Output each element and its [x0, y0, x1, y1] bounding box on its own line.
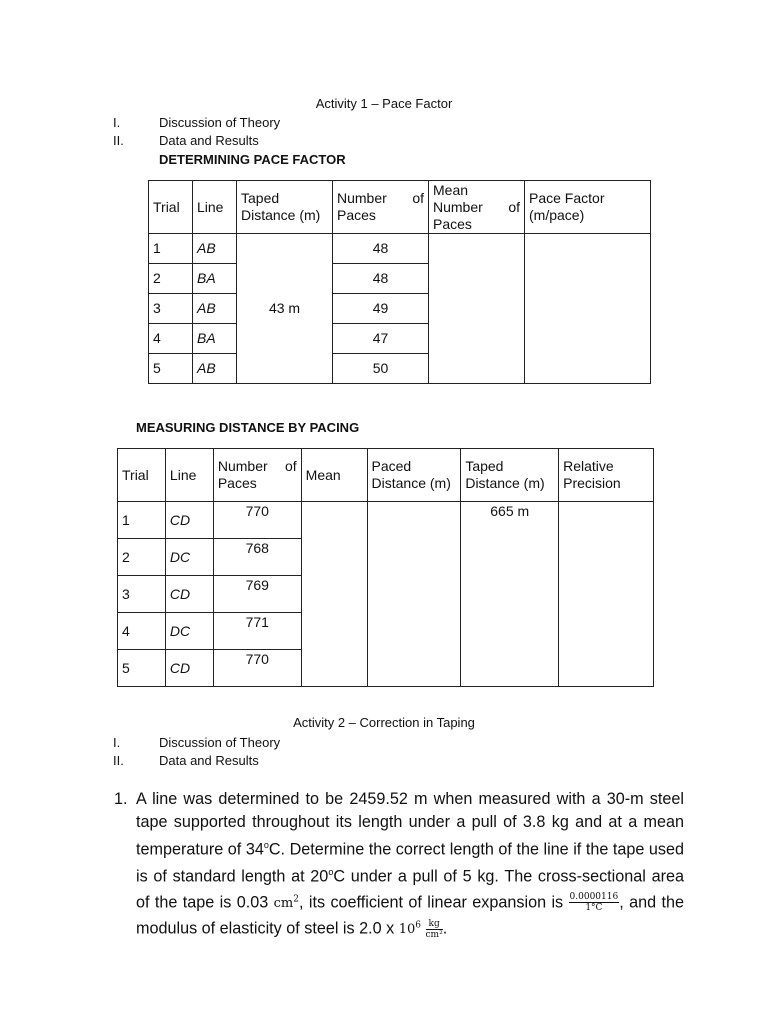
modulus-unit-denominator: cm²: [425, 929, 443, 940]
measuring-distance-table: [117, 448, 654, 687]
paces-cell: 49: [333, 294, 429, 324]
activity1-item1-text: Discussion of Theory: [159, 115, 281, 130]
degree-sup: o: [328, 867, 334, 878]
activity1-item2-text: Data and Results: [159, 133, 259, 148]
problem-text-d: , its coefficient of linear expansion is: [298, 893, 569, 912]
header-taped-distance: Taped Distance (m): [237, 181, 333, 234]
header-mean: Mean: [301, 449, 367, 502]
activity2-item2-text: Data and Results: [159, 753, 259, 768]
modulus-power: [399, 922, 421, 937]
pace-factor-heading: DETERMINING PACE FACTOR: [159, 152, 346, 167]
area-unit-exp: 2: [293, 894, 299, 905]
paces-cell: 47: [333, 324, 429, 354]
activity1-title: Activity 1 – Pace Factor: [315, 96, 453, 111]
area-unit-base: cm: [273, 896, 294, 912]
area-unit: [274, 896, 299, 911]
problem-text-b: C. Determine the correct length of the line if the tape used is of standard length at 20: [136, 840, 684, 886]
trial-cell: 1: [149, 234, 193, 264]
problem-number: 1.: [114, 790, 128, 808]
modulus-unit-numerator: kg: [426, 919, 443, 930]
header-trial: Trial: [118, 449, 166, 502]
line-cell: DC: [165, 613, 213, 650]
modulus-base: 10: [398, 922, 416, 938]
trial-cell: 2: [118, 539, 166, 576]
line-cell: CD: [165, 502, 213, 539]
line-cell: CD: [165, 650, 213, 687]
line-cell: DC: [165, 539, 213, 576]
mean-cell: [429, 234, 525, 384]
header-pace-factor: Pace Factor (m/pace): [525, 181, 651, 234]
pace-factor-cell: [525, 234, 651, 384]
table-row: [118, 502, 654, 539]
taped-distance-cell: 43 m: [237, 234, 333, 384]
paces-cell: 48: [333, 264, 429, 294]
line-cell: AB: [193, 234, 237, 264]
problem-text: [136, 788, 684, 941]
table-header-row: [118, 449, 654, 502]
line-cell: AB: [193, 354, 237, 384]
trial-cell: 4: [118, 613, 166, 650]
header-paced-distance: Paced Distance (m): [367, 449, 461, 502]
modulus-exp: 6: [415, 921, 421, 932]
trial-cell: 5: [149, 354, 193, 384]
line-cell: AB: [193, 294, 237, 324]
pace-factor-table: [148, 180, 651, 384]
line-cell: BA: [193, 264, 237, 294]
problem-text-f: .: [442, 919, 448, 938]
activity1-item2-roman: II.: [113, 133, 124, 148]
relative-precision-cell: [559, 502, 654, 687]
problem-text-e: , and the modulus of elasticity of steel is 2.0 x: [136, 893, 684, 938]
problem-text-a: A line was determined to be 2459.52 m when measured with a 30-m steel tape supported throughout its length under a pull of 3.8 kg and at a mean temperature of 34: [136, 790, 684, 859]
activity2-item2-roman: II.: [113, 753, 124, 768]
trial-cell: 3: [149, 294, 193, 324]
paces-cell: 768: [213, 539, 301, 576]
taped-distance-cell: 665 m: [461, 502, 559, 687]
table-header-row: [149, 181, 651, 234]
coefficient-fraction: [569, 892, 620, 913]
paces-cell: 50: [333, 354, 429, 384]
paces-cell: 770: [213, 650, 301, 687]
coefficient-numerator: 0.0000116: [569, 892, 619, 903]
paces-cell: 769: [213, 576, 301, 613]
header-line: Line: [165, 449, 213, 502]
trial-cell: 3: [118, 576, 166, 613]
modulus-unit-fraction: [426, 919, 443, 940]
line-cell: BA: [193, 324, 237, 354]
problem-text-c: C under a pull of 5 kg. The cross-sectional area of the tape is 0.03: [136, 867, 684, 912]
paces-cell: 770: [213, 502, 301, 539]
table-row: [149, 234, 651, 264]
paced-distance-cell: [367, 502, 461, 687]
coefficient-denominator: 1°C: [585, 903, 603, 914]
header-mean-number-of-paces: Mean Number of Paces: [429, 181, 525, 234]
trial-cell: 5: [118, 650, 166, 687]
header-trial: Trial: [149, 181, 193, 234]
activity2-item1-roman: I.: [113, 735, 121, 750]
header-line: Line: [193, 181, 237, 234]
header-relative-precision: Relative Precision: [559, 449, 654, 502]
activity1-item1-roman: I.: [113, 115, 121, 130]
degree-sup: o: [263, 840, 269, 850]
trial-cell: 1: [118, 502, 166, 539]
trial-cell: 2: [149, 264, 193, 294]
header-number-of-paces: Number of Paces: [213, 449, 301, 502]
paces-cell: 771: [213, 613, 301, 650]
trial-cell: 4: [149, 324, 193, 354]
activity2-item1-text: Discussion of Theory: [159, 735, 281, 750]
header-taped-distance: Taped Distance (m): [461, 449, 559, 502]
mean-cell: [301, 502, 367, 687]
measuring-heading: MEASURING DISTANCE BY PACING: [136, 420, 360, 435]
paces-cell: 48: [333, 234, 429, 264]
header-number-of-paces: Number of Paces: [333, 181, 429, 234]
activity2-title: Activity 2 – Correction in Taping: [293, 715, 475, 730]
line-cell: CD: [165, 576, 213, 613]
